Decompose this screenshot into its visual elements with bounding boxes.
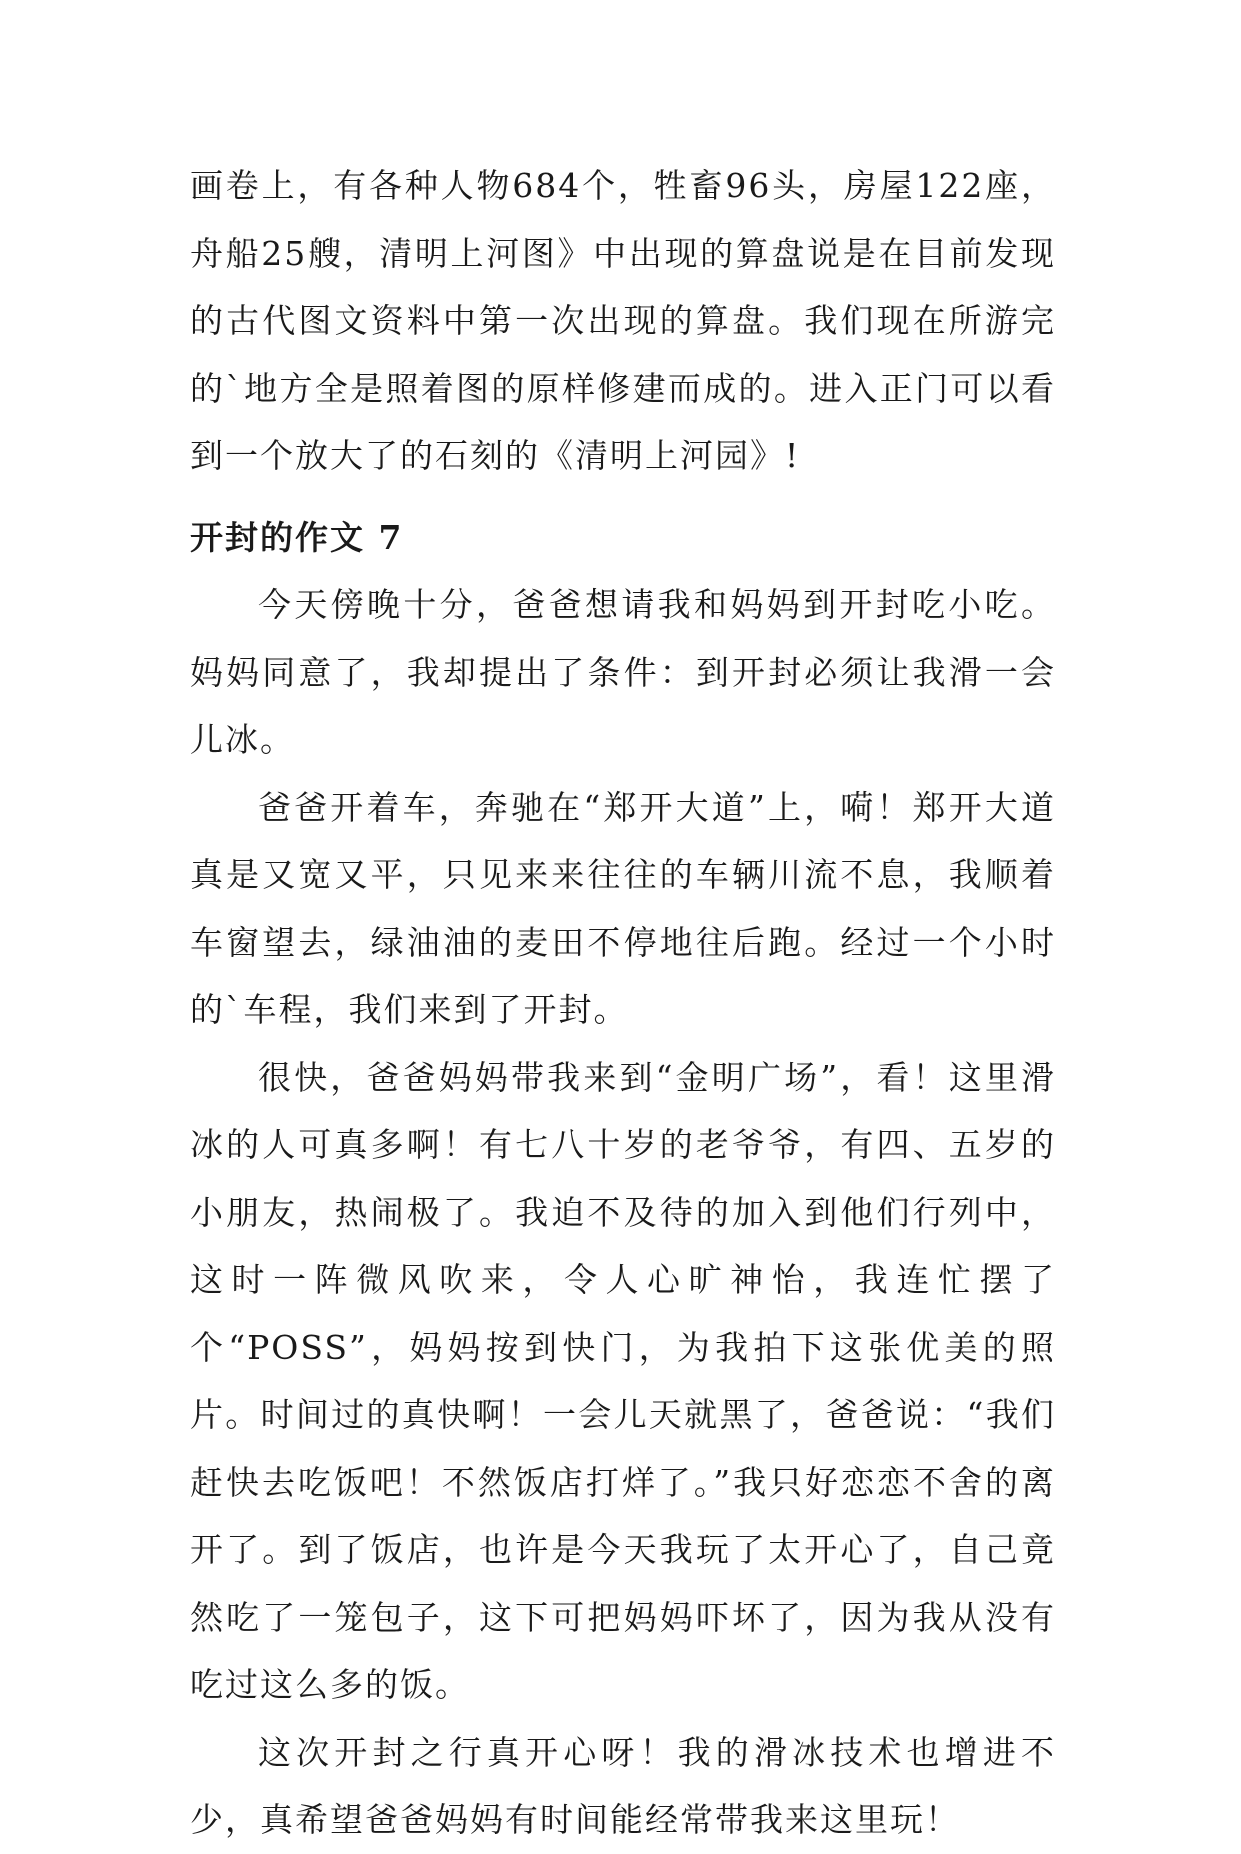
essay-paragraph-1: 今天傍晚十分，爸爸想请我和妈妈到开封吃小吃。妈妈同意了，我却提出了条件：到开封必须让我滑一会儿冰。 [190,585,1056,759]
previous-paragraph: 画卷上，有各种人物684个，牲畜96头，房屋122座，舟船25艘，清明上河图》中出现的算盘说是在目前发现的古代图文资料中第一次出现的算盘。我们现在所游完的`地方全是照着图的原样修建而成的。进入正门可以看到一个放大了的石刻的《清明上河园》! [190,166,1056,475]
previous-section [190,152,1056,490]
essay-body [190,571,1056,1854]
essay-paragraph-3: 很快，爸爸妈妈带我来到“金明广场”，看！这里滑冰的人可真多啊！有七八十岁的老爷爷，有四、五岁的小朋友，热闹极了。我迫不及待的加入到他们行列中，这时一阵微风吹来，令人心旷神怡，我连忙摆了个“POSS”，妈妈按到快门，为我拍下这张优美的照片。时间过的真快啊！一会儿天就黑了，爸爸说：“我们赶快去吃饭吧！不然饭店打烊了。”我只好恋恋不舍的离开了。到了饭店，也许是今天我玩了太开心了，自己竟然吃了一笼包子，这下可把妈妈吓坏了，因为我从没有吃过这么多的饭。 [190,1057,1056,1704]
essay-paragraph-2: 爸爸开着车，奔驰在“郑开大道”上，嗬！郑开大道真是又宽又平，只见来来往往的车辆川流不息，我顺着车窗望去，绿油油的麦田不停地往后跑。经过一个小时的`车程，我们来到了开封。 [190,787,1056,1029]
essay-title: 开封的作文 7 [190,518,404,557]
essay-paragraph-4: 这次开封之行真开心呀！我的滑冰技术也增进不少，真希望爸爸妈妈有时间能经常带我来这里玩！ [190,1732,1056,1839]
